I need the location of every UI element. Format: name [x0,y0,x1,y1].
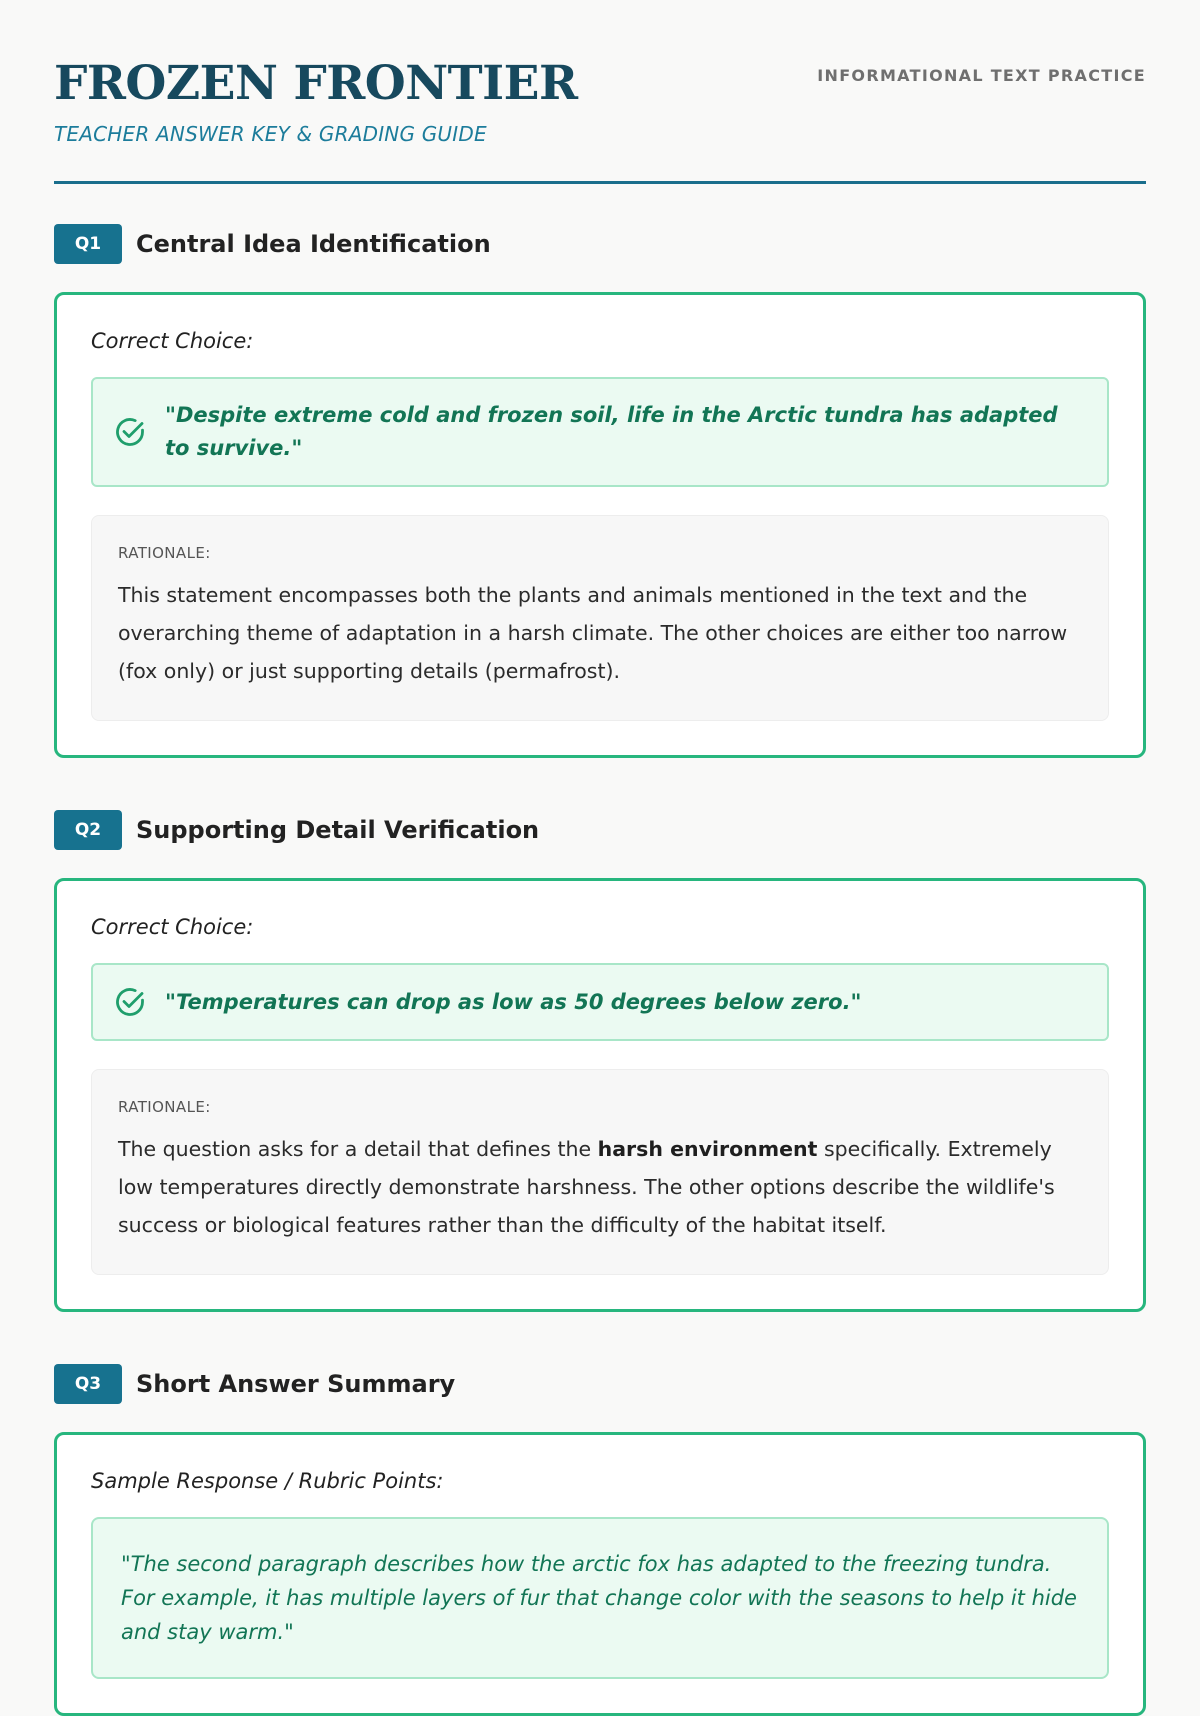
rationale-box [91,515,1109,721]
sample-response-text: "The second paragraph describes how the arctic fox has adapted to the freezing tundra. For example, it has multiple layers of fur that change color with the seasons to help it hide and stay warm." [91,1517,1109,1679]
page-header [54,0,1146,184]
check-circle-icon [113,985,147,1019]
correct-answer-text: "Despite extreme cold and frozen soil, life in the Arctic tundra has adapted to survive." [165,403,1058,460]
rationale-text-start: The question asks for a detail that defines the [118,1137,598,1161]
question-badge: Q2 [54,810,122,850]
sample-response-label: Sample Response / Rubric Points: [91,1469,444,1493]
question-3 [54,1364,1146,1716]
question-title: Short Answer Summary [136,1370,456,1398]
rationale-label: RATIONALE: [118,544,211,562]
document-subtitle: TEACHER ANSWER KEY & GRADING GUIDE [54,122,487,146]
document-type-label: INFORMATIONAL TEXT PRACTICE [817,66,1146,85]
correct-answer-text: "Temperatures can drop as low as 50 degrees below zero." [165,989,862,1014]
question-2 [54,810,1146,1312]
correct-answer-box [91,377,1109,487]
question-header [54,224,1146,264]
rationale-box [91,1069,1109,1275]
question-title: Supporting Detail Verification [136,816,540,844]
answer-card [54,292,1146,758]
answer-card [54,878,1146,1312]
rationale-emphasis: harsh environment [597,1137,818,1161]
rationale-label: RATIONALE: [118,1098,211,1116]
document-title: FROZEN FRONTIER [54,56,578,111]
question-1 [54,224,1146,758]
rationale-text [118,1130,1082,1244]
question-badge: Q1 [54,224,122,264]
correct-choice-label: Correct Choice: [91,915,254,939]
rationale-text: This statement encompasses both the plants and animals mentioned in the text and the overarching theme of adaptation in a harsh climate. The other choices are either too narrow (fox only) or just supporting details (permafrost). [118,583,1068,683]
correct-answer-box [91,963,1109,1041]
correct-choice-label: Correct Choice: [91,329,254,353]
question-header [54,810,1146,850]
answer-card [54,1432,1146,1716]
question-badge: Q3 [54,1364,122,1404]
question-title: Central Idea Identification [136,230,491,258]
question-header [54,1364,1146,1404]
rationale-text-end: specifically. Extremely low temperatures directly demonstrate harshness. The other options describe the wildlife's success or biological features rather than the difficulty of the habitat itself. [118,1137,1055,1237]
check-circle-icon [113,415,147,449]
